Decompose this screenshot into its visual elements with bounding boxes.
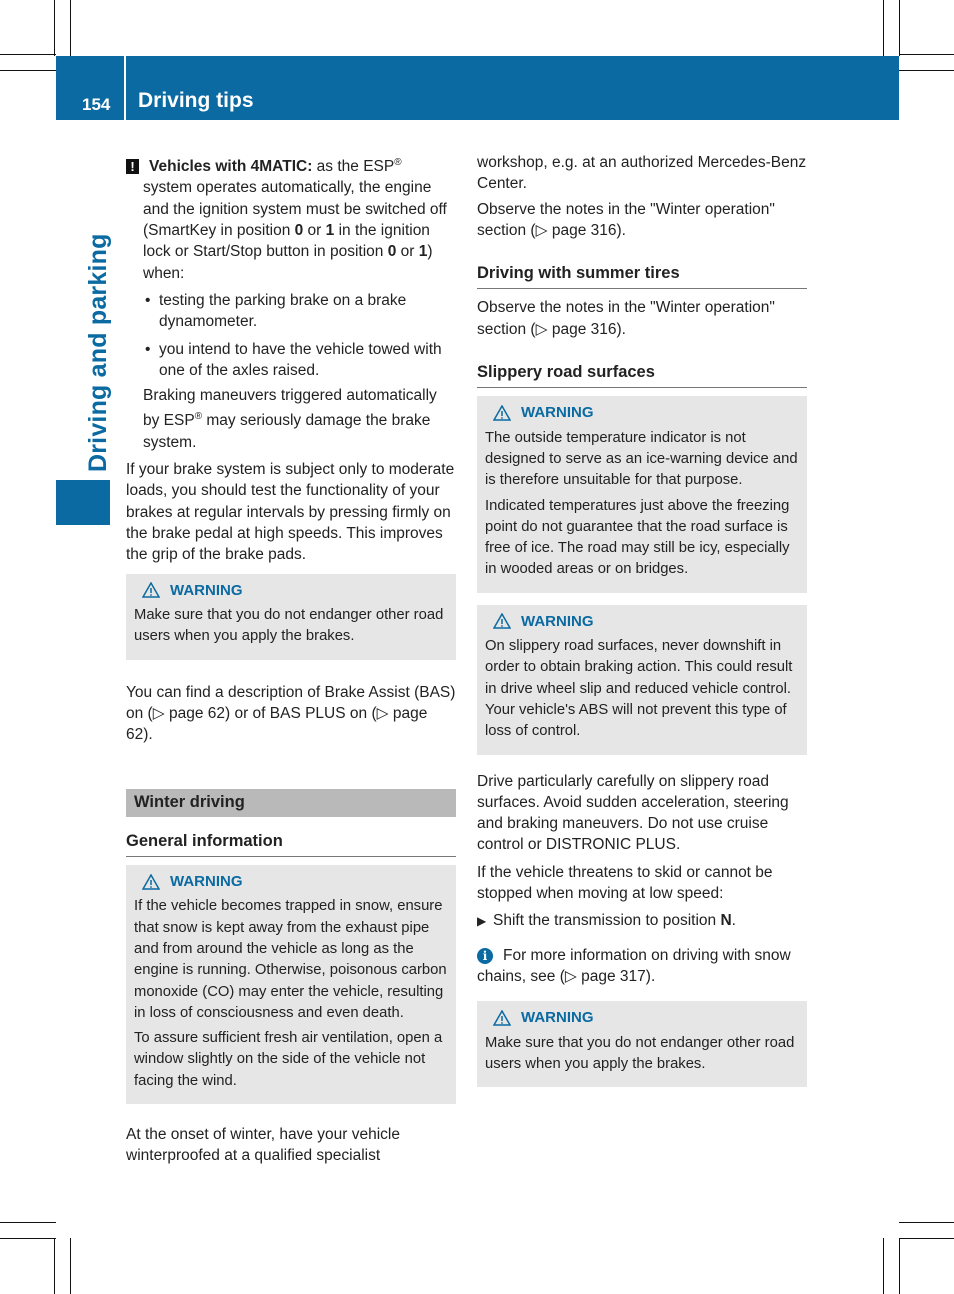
info-paragraph: i For more information on driving with snow chains, see (▷ page 317). — [477, 946, 791, 985]
bas-paragraph: You can find a description of Brake Assist (BAS) on (▷ page 62) or of BAS PLUS on (▷ page 62). — [126, 683, 456, 744]
warning-title: WARNING — [170, 873, 243, 891]
crop-mark — [899, 1222, 954, 1223]
page-number: 154 — [82, 95, 111, 114]
crop-mark — [0, 1222, 56, 1223]
warning-triangle-icon — [493, 1010, 511, 1026]
warning-text: Make sure that you do not endanger other road users when you apply the brakes. — [134, 606, 444, 645]
page-title: Driving tips — [138, 89, 254, 112]
header-divider — [124, 56, 126, 120]
warning-text: Indicated temperatures just above the freezing point do not guarantee that the road surface is free of ice. The road may still be icy, especially in wooded areas or on bridges. — [485, 497, 790, 578]
list-item: • you intend to have the vehicle towed with one of the axles raised. — [145, 340, 442, 379]
warning-title: WARNING — [521, 404, 594, 422]
observe-paragraph: Observe the notes in the "Winter operation" section (▷ page 316). — [477, 200, 775, 239]
list-item: • testing the parking brake on a brake dynamometer. — [145, 291, 407, 331]
page-link[interactable]: page 62 — [168, 704, 225, 722]
subheading: Slippery road surfaces — [477, 362, 807, 388]
page-link[interactable]: page 317 — [581, 967, 646, 985]
crop-mark — [899, 54, 954, 55]
page-link[interactable]: page 316 — [551, 221, 617, 239]
page-ref-icon: ▷ — [564, 967, 582, 985]
crop-mark — [899, 1238, 900, 1294]
exclamation-icon: ! — [126, 159, 139, 174]
warning-box — [477, 396, 807, 592]
note-title: Vehicles with 4MATIC: — [149, 158, 313, 176]
warning-title: WARNING — [521, 612, 594, 630]
side-tab-marker — [56, 480, 110, 525]
left-column — [126, 152, 456, 1167]
braking-paragraph: Braking maneuvers triggered automatically by ESP® may seriously damage the brake system. — [143, 387, 437, 451]
brake-test-paragraph: If your brake system is subject only to moderate loads, you should test the functionality of your brakes at regular intervals by pressing firmly on the brake pedal at high speeds. This improves the grip of the brake pads. — [126, 461, 455, 564]
warning-box — [477, 1001, 807, 1087]
crop-mark — [54, 1238, 55, 1294]
skid-paragraph: If the vehicle threatens to skid or cannot be stopped when moving at low speed: — [477, 863, 773, 903]
page-ref-icon: ▷ — [152, 704, 169, 722]
warning-triangle-icon — [493, 405, 511, 421]
warning-box — [477, 605, 807, 755]
step-arrow-icon: ▶ — [477, 914, 487, 929]
section-heading: Winter driving — [126, 789, 456, 816]
observe-paragraph: Observe the notes in the "Winter operation" section (▷ page 316). — [477, 299, 775, 338]
warning-text: On slippery road surfaces, never downshift in order to obtain braking action. This could result in drive wheel slip and reduced vehicle control. Your vehicle's ABS will not prevent this type of loss of control. — [485, 638, 793, 740]
step-item: ▶ Shift the transmission to position N. — [477, 910, 807, 932]
crop-mark — [54, 0, 55, 56]
warning-triangle-icon — [493, 613, 511, 629]
warning-triangle-icon — [142, 874, 160, 890]
warning-box — [126, 574, 456, 660]
warning-text: To assure sufficient fresh air ventilation, open a window slightly on the side of the vehicle not facing the wind. — [134, 1030, 443, 1089]
drive-paragraph: Drive particularly carefully on slippery road surfaces. Avoid sudden acceleration, steering and braking maneuvers. Do not use cruise control or DISTRONIC PLUS. — [477, 772, 789, 854]
crop-mark — [899, 1238, 954, 1239]
subheading: General information — [126, 831, 456, 857]
page-ref-icon: ▷ — [535, 221, 552, 239]
crop-mark — [0, 70, 56, 71]
warning-title: WARNING — [521, 1009, 594, 1027]
warning-text: Make sure that you do not endanger other road users when you apply the brakes. — [485, 1034, 795, 1072]
crop-mark — [883, 1238, 884, 1294]
info-icon: i — [477, 948, 493, 964]
crop-mark — [899, 70, 954, 71]
chapter-label: Driving and parking — [84, 233, 112, 472]
warning-text: If the vehicle becomes trapped in snow, ensure that snow is kept away from the exhaust pipe and from around the vehicle as long as the engine is running. Otherwise, poisonous carbon monoxide (CO) may enter the vehicle, resulting in loss of consciousness and even death. — [134, 898, 447, 1021]
page-ref-icon: ▷ — [376, 704, 393, 722]
crop-mark — [0, 1238, 56, 1239]
note-paragraph: ! Vehicles with 4MATIC: as the ESP® — [126, 152, 456, 177]
crop-mark — [883, 0, 884, 56]
subheading: Driving with summer tires — [477, 263, 807, 289]
crop-mark — [70, 1238, 71, 1294]
winter-paragraph: At the onset of winter, have your vehicle winterproofed at a qualified specialist — [126, 1126, 400, 1165]
page-ref-icon: ▷ — [535, 320, 552, 338]
note-body: system operates automatically, the engine and the ignition system must be switched off (SmartKey in position 0 or 1 in the ignition lock or Start/Stop button in position 0 or 1) when: — [143, 179, 447, 282]
warning-triangle-icon — [142, 582, 160, 598]
page-link[interactable]: page 316 — [551, 320, 617, 338]
crop-mark — [70, 0, 71, 56]
continued-paragraph: workshop, e.g. at an authorized Mercedes-Benz Center. — [477, 154, 807, 193]
right-column — [477, 152, 807, 1095]
warning-text: The outside temperature indicator is not designed to serve as an ice-warning device and is therefore unsuitable for that purpose. — [485, 429, 798, 489]
crop-mark — [0, 54, 56, 55]
warning-box — [126, 865, 456, 1104]
crop-mark — [899, 0, 900, 56]
warning-title: WARNING — [170, 581, 243, 599]
page-link[interactable]: page 62 — [126, 704, 428, 744]
